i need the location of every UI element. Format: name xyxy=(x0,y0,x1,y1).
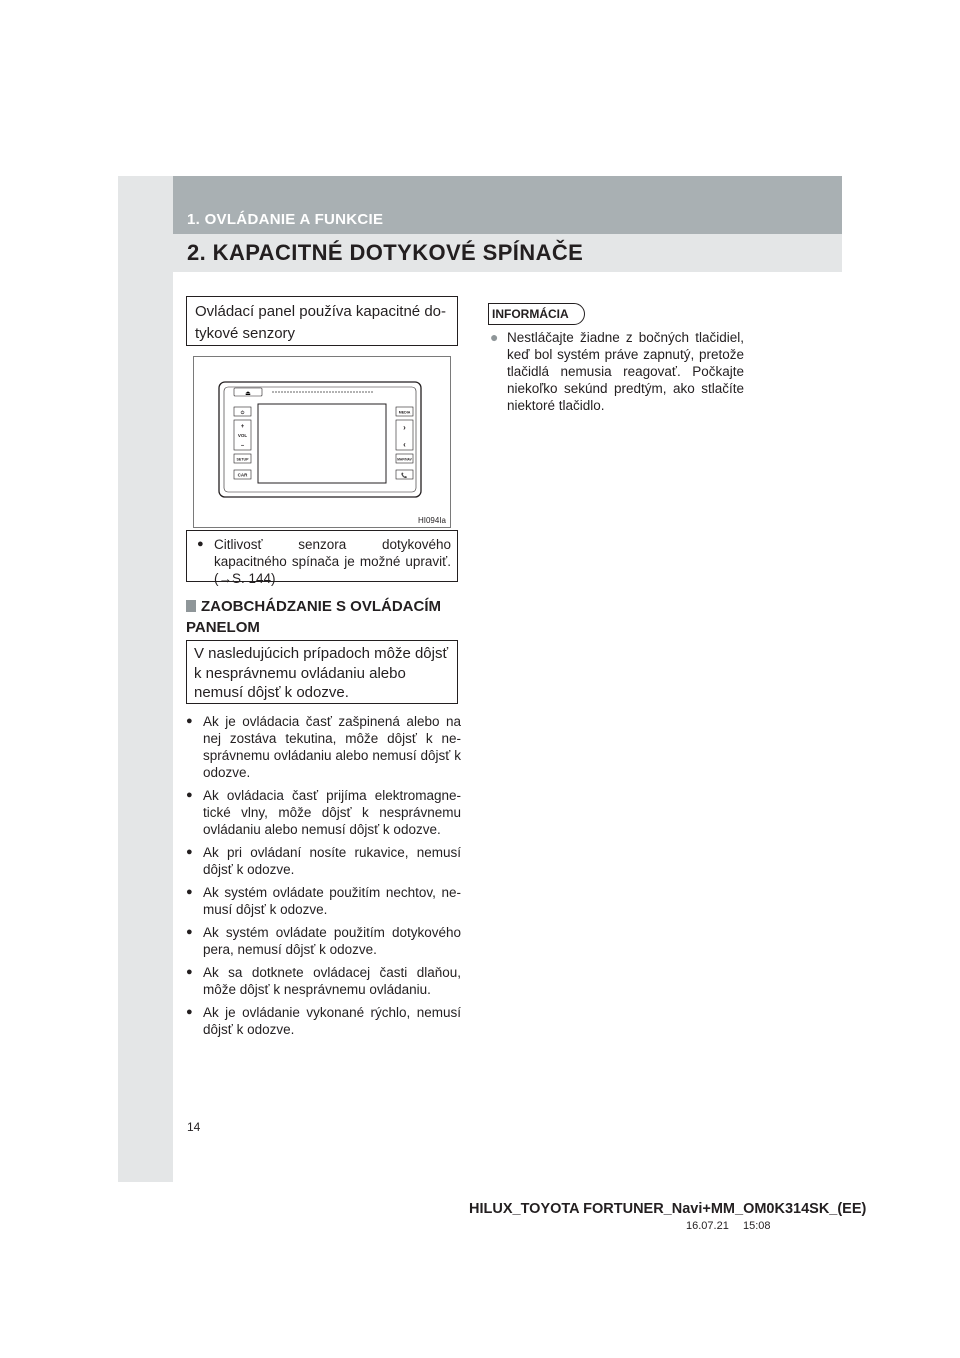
list-item-text: Ak je ovládacia časť zašpinená alebo na nej zostáva tekutina, môže dôjsť k nesprávnemu ovládaniu alebo nemusí dôjsť k odozve. xyxy=(203,714,461,780)
intro-text: Ovládací panel používa kapacitné dotykové senzory xyxy=(195,303,446,342)
subsection-heading xyxy=(186,596,461,638)
list-item xyxy=(186,1004,461,1038)
bullet-list xyxy=(186,713,461,1044)
volume-label: VOL xyxy=(237,433,248,438)
display-screen xyxy=(258,404,386,483)
control-panel-figure xyxy=(193,356,451,528)
power-icon: ⏻ xyxy=(240,410,245,415)
list-item xyxy=(186,713,461,781)
list-item xyxy=(186,924,461,958)
bullet-icon: ● xyxy=(197,538,204,550)
bullet-icon: ● xyxy=(186,1006,193,1018)
list-item xyxy=(186,787,461,838)
list-item-text: Ak systém ovládate použitím nechtov, nemusí dôjsť k odozve. xyxy=(203,885,461,917)
info-item-text: Nestláčajte žiadne z bočných tlačidiel, keď bol systém práve zapnutý, pretože tlačidlá nemusia reagovať. Počkajte niekoľko sekúnd predtým, ako stlačíte niektoré tlačidlo. xyxy=(507,330,744,413)
section-label: 1. OVLÁDANIE A FUNKCIE xyxy=(187,211,384,228)
bullet-icon: ● xyxy=(186,926,193,938)
phone-icon: 📞 xyxy=(401,473,408,479)
info-label: INFORMÁCIA xyxy=(492,307,569,321)
head-unit-illustration xyxy=(194,357,450,527)
warning-box xyxy=(186,640,458,704)
volume-down-label: – xyxy=(240,443,245,449)
list-item-text: Ak ovládacia časť prijíma elektromagnetické vlny, môže dôjsť k nesprávnemu ovládaniu alebo nemusí dôjsť k odozve. xyxy=(203,788,461,837)
map-nav-label: MAP/NAV xyxy=(397,457,412,462)
info-item xyxy=(490,329,744,414)
info-list xyxy=(490,329,744,414)
page-title: 2. KAPACITNÉ DOTYKOVÉ SPÍNAČE xyxy=(187,240,584,265)
bullet-icon: ● xyxy=(186,966,193,978)
list-item-text: Ak pri ovládaní nosíte rukavice, nemusí dôjsť k odozve. xyxy=(203,845,461,877)
intro-box xyxy=(186,296,458,346)
left-margin-band xyxy=(118,176,173,1182)
bullet-icon: ● xyxy=(186,789,193,801)
list-item-text: Ak sa dotknete ovládacej časti dlaňou, môže dôjsť k nesprávnemu ovládaniu. xyxy=(203,965,461,997)
subsection-heading-text: ZAOBCHÁDZANIE S OVLÁDACÍM PANELOM xyxy=(186,598,441,636)
list-item-text: Ak je ovládanie vykonané rýchlo, nemusí dôjsť k odozve. xyxy=(203,1005,461,1037)
page-number: 14 xyxy=(187,1120,201,1134)
document-id: HILUX_TOYOTA FORTUNER_Navi+MM_OM0K314SK_(EE) xyxy=(469,1201,867,1217)
figure-note-box xyxy=(186,530,458,586)
square-marker-icon xyxy=(186,600,196,612)
footer-time: 15:08 xyxy=(743,1220,771,1232)
car-label: CAR xyxy=(237,472,248,478)
list-item xyxy=(186,884,461,918)
media-label: MEDIA xyxy=(398,410,411,415)
seek-up-icon: › xyxy=(403,423,406,432)
footer-date: 16.07.21 xyxy=(686,1220,729,1232)
bullet-icon: ● xyxy=(186,715,193,727)
warning-text: V nasledujúcich prípadoch môže dôjsť k nesprávnemu ovládaniu alebo nemusí dôjsť k odozve. xyxy=(194,645,449,701)
list-item xyxy=(186,844,461,878)
eject-icon: ⏏ xyxy=(245,391,251,397)
volume-up-label: + xyxy=(240,424,245,430)
bullet-icon: ● xyxy=(186,886,193,898)
list-item-text: Ak systém ovládate použitím dotykového pera, nemusí dôjsť k odozve. xyxy=(203,925,461,957)
info-bullet-icon: ● xyxy=(490,329,499,345)
bullet-icon: ● xyxy=(186,846,193,858)
list-item xyxy=(186,964,461,998)
figure-note-text: Citlivosť senzora dotykového kapacitného spínača je možné upraviť. (→S. 144) xyxy=(214,537,451,586)
seek-down-icon: ‹ xyxy=(403,440,406,449)
figure-note xyxy=(187,531,457,587)
setup-label: SETUP xyxy=(236,457,249,462)
figure-id: HI094Ia xyxy=(417,516,446,525)
